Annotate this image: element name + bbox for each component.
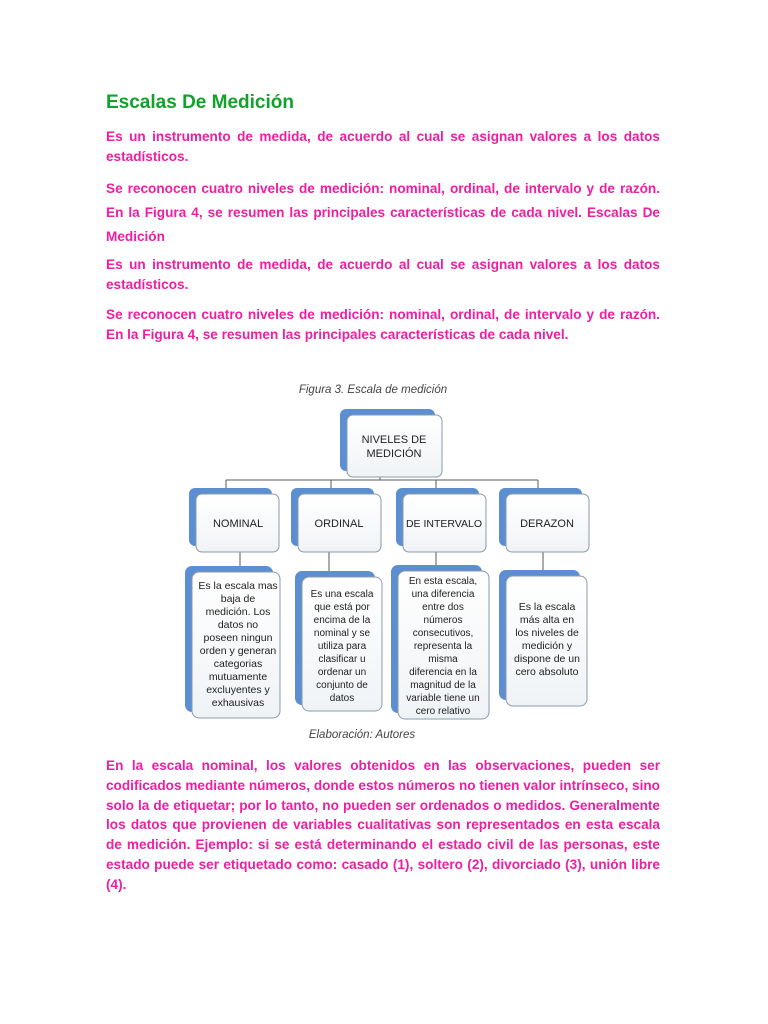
figure-credit: Elaboración: Autores [308,729,416,741]
description-card-ordinal [295,571,382,711]
desc-nominal-line: Es la escala mas [198,580,278,592]
root-label-line1: NIVELES DE [361,434,427,446]
level-label-intervalo: DE INTERVALO [405,518,483,530]
desc-razon-line: más alta en [519,614,575,626]
desc-nominal-line: poseen ningun [203,632,273,644]
desc-intervalo-line: cero relativo [415,706,471,717]
desc-nominal-line: mutuamente [208,671,268,683]
desc-intervalo-line: representa la [413,641,473,652]
description-card-razon [499,570,587,706]
desc-razon-line: medición y [521,640,573,652]
level-node-ordinal [291,488,381,552]
desc-intervalo-line: En esta escala, [408,576,478,587]
paragraph-nominal-scale: En la escala nominal, los valores obtenidos en las observaciones, pueden ser codificados mediante números, donde estos números no tienen valor intrínseco, sino solo la de etiquetar; por lo tanto, no pueden ser ordenados o medidos. Generalmente los datos que provienen de variables cualitativas son representados en esta escala de medición. Ejemplo: si se está determinando el estado civil de las personas, este estado puede ser etiquetado como: casado (1), soltero (2), divorciado (3), unión libre (4). [106,758,660,892]
description-card-intervalo [391,565,489,719]
paragraph-levels-repeat: Se reconocen cuatro niveles de medición: nominal, ordinal, de intervalo y de razón. En la Figura 4, se resumen las principales características de cada nivel. [106,307,660,342]
level-label-ordinal: ORDINAL [314,518,364,530]
desc-razon-line: los niveles de [515,627,579,639]
root-node [340,409,442,477]
root-label-line2: MEDICIÓN [366,448,422,460]
level-label-razon: DERAZON [520,518,574,530]
desc-razon-line: cero absoluto [515,666,579,678]
desc-intervalo-line: diferencia en la [409,667,477,678]
desc-nominal-line: categorias [213,658,263,670]
desc-nominal-line: excluyentes y [206,684,270,696]
desc-intervalo-line: números [423,615,463,626]
desc-ordinal-line: ordenar un [317,667,367,678]
page-title: Escalas De Medición [106,92,294,113]
desc-intervalo-line: una diferencia [411,589,475,600]
level-node-razon [499,488,589,552]
paragraph-definition-repeat: Es un instrumento de medida, de acuerdo al cual se asignan valores a los datos estadísticos. [106,257,660,292]
figure-caption: Figura 3. Escala de medición [298,384,448,396]
desc-nominal-line: baja de [220,593,256,605]
desc-ordinal-line: que está por [314,602,370,613]
desc-nominal-line: orden y generan [199,645,277,657]
level-node-intervalo [396,488,486,552]
desc-intervalo-line: misma [428,654,458,665]
desc-intervalo-line: entre dos [422,602,464,613]
desc-ordinal-line: utiliza para [317,641,367,652]
desc-ordinal-line: Es una escala [310,589,374,600]
desc-intervalo-line: consecutivos, [412,628,474,639]
level-node-nominal [189,488,279,552]
desc-nominal-line: medición. Los [205,606,271,618]
desc-intervalo-line: magnitud de la [410,680,476,691]
desc-nominal-line: datos no [217,619,259,631]
desc-ordinal-line: datos [329,693,355,704]
desc-ordinal-line: clasificar u [318,654,366,665]
desc-razon-line: Es la escala [518,601,576,613]
desc-razon-line: dispone de un [514,653,580,665]
desc-intervalo-line: variable tiene un [406,693,480,704]
description-card-nominal [185,566,280,718]
paragraph-levels: Se reconocen cuatro niveles de medición: nominal, ordinal, de intervalo y de razón. En la Figura 4, se resumen las principales características de cada nivel. Escalas De Medición [106,181,660,244]
desc-ordinal-line: nominal y se [313,628,371,639]
level-label-nominal: NOMINAL [212,518,264,530]
desc-nominal-line: exhausivas [211,697,265,709]
desc-ordinal-line: conjunto de [316,680,368,691]
paragraph-definition: Es un instrumento de medida, de acuerdo al cual se asignan valores a los datos estadísticos. [106,129,660,164]
desc-ordinal-line: encima de la [313,615,371,626]
